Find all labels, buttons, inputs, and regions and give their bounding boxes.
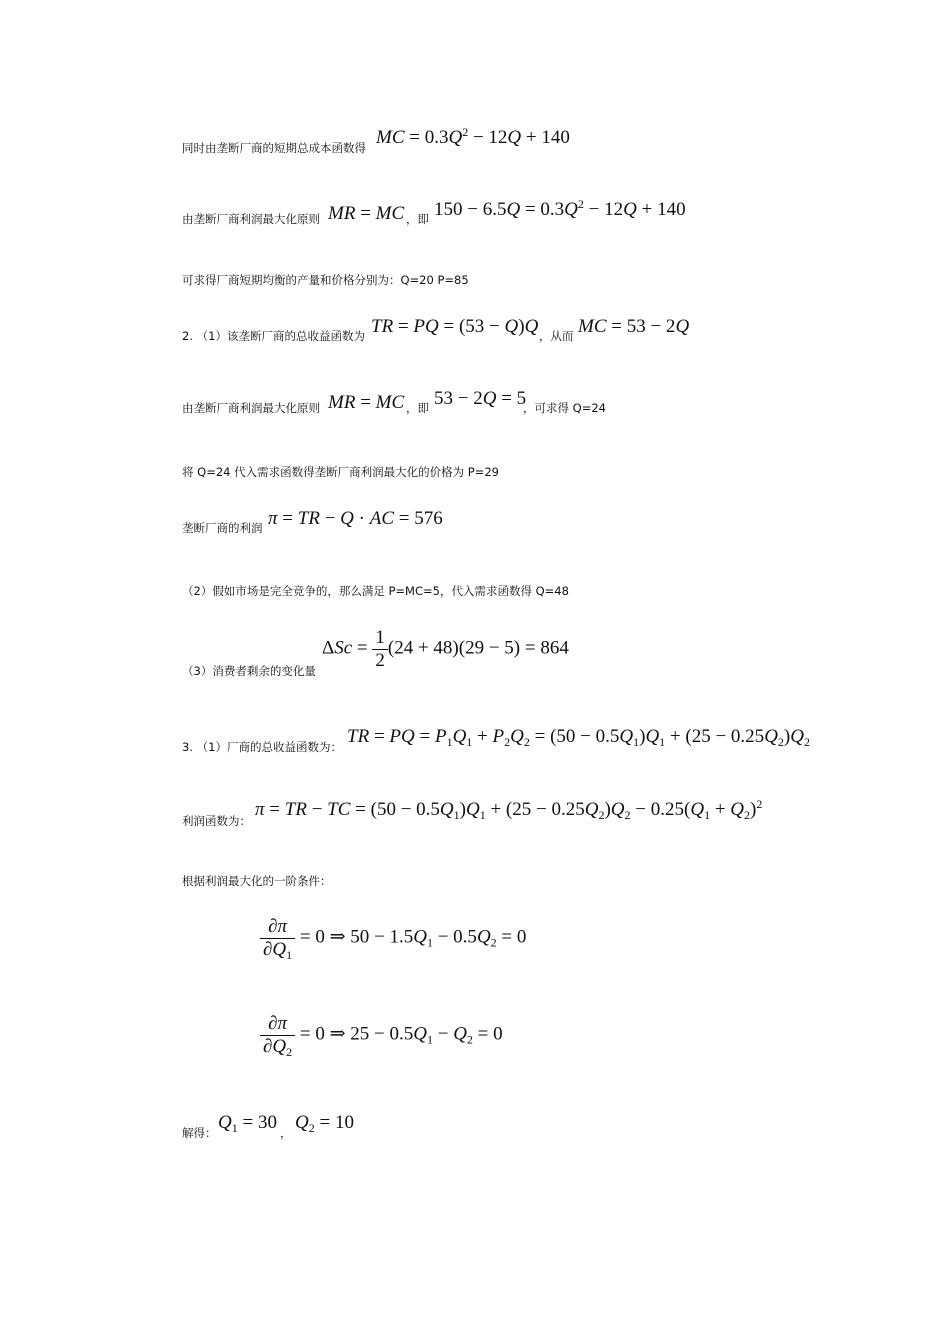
text-monopoly-profit: 垄断厂商的利润 bbox=[182, 521, 263, 535]
equation-q2-10: $Q_2 = 10$ bbox=[295, 1112, 354, 1135]
text-profit-function: 利润函数为： bbox=[182, 814, 251, 828]
text-equilibrium-result: 可求得厂商短期均衡的产量和价格分别为：Q=20 P=85 bbox=[182, 273, 469, 287]
text-first-order-conditions: 根据利润最大化的一阶条件： bbox=[182, 874, 332, 888]
equation-delta-sc: ΔSc = $\frac{1}{2}$ (24 + 48)(29 − 5) = 864 bbox=[322, 627, 569, 671]
equation-profit-function: π = TR − TC = $(50 - 0.5Q_1)Q_1 + (25 - 0.25Q_2)Q_2 - 0.25(Q_1 + Q_2)^2$ bbox=[255, 797, 763, 822]
equation-tr-two-markets: TR = PQ = $P_1Q_1 + P_2Q_2 = (50 - 0.5Q_1)Q_1 + (25 - 0.25Q_2)Q_2$ bbox=[347, 726, 810, 749]
equation-mr-mc-2: MR = MC bbox=[328, 392, 405, 413]
equation-foc-q1: $\frac{\partial\pi}{\partial Q_1}$ = 0 ⇒ $50 - 1.5Q_1 - 0.5Q_2 = 0$ bbox=[260, 916, 526, 961]
text-ie-2: ，即 bbox=[406, 401, 429, 415]
text-short-run-cost: 同时由垄断厂商的短期总成本函数得 bbox=[182, 141, 366, 155]
equation-foc-q2: $\frac{\partial\pi}{\partial Q_2}$ = 0 ⇒ $25 - 0.5Q_1 - Q_2 = 0$ bbox=[260, 1013, 503, 1058]
text-total-revenue: 2. （1）该垄断厂商的总收益函数为 bbox=[182, 329, 365, 343]
equation-mc-linear: MC = 53 − 2Q bbox=[578, 316, 690, 337]
text-thus: ，从而 bbox=[539, 329, 574, 343]
text-profit-max-principle: 由垄断厂商利润最大化原则 bbox=[182, 212, 320, 226]
text-ie: ，即 bbox=[406, 212, 429, 226]
equation-mr-equals-mc-expanded: $150 - 6.5Q = 0.3Q^2 - 12Q + 140$ bbox=[434, 197, 686, 220]
equation-mr-mc: MR = MC bbox=[328, 203, 405, 224]
text-q24: ，可求得 Q=24 bbox=[523, 401, 606, 415]
text-profit-max-principle-2: 由垄断厂商利润最大化原则 bbox=[182, 401, 320, 415]
equation-profit: π = TR − Q · AC = 576 bbox=[268, 508, 443, 529]
text-consumer-surplus: （3）消费者剩余的变化量 bbox=[182, 664, 316, 678]
equation-tr: TR = PQ = (53 − Q)Q bbox=[371, 316, 539, 337]
equation-53-2q: 53 − 2Q = 5 bbox=[434, 388, 527, 409]
text-comma: ， bbox=[280, 1126, 292, 1140]
equation-mc: MC = $0.3Q^2 - 12Q + 140$ bbox=[376, 125, 570, 148]
text-perfect-competition: （2）假如市场是完全竞争的，那么满足 P=MC=5，代入需求函数得 Q=48 bbox=[182, 584, 569, 598]
equation-q1-30: $Q_1 = 30$ bbox=[218, 1112, 277, 1135]
text-solution: 解得： bbox=[182, 1126, 217, 1140]
text-price-p29: 将 Q=24 代入需求函数得垄断厂商利润最大化的价格为 P=29 bbox=[182, 465, 499, 479]
text-total-revenue-function: 3. （1）厂商的总收益函数为： bbox=[182, 740, 342, 754]
